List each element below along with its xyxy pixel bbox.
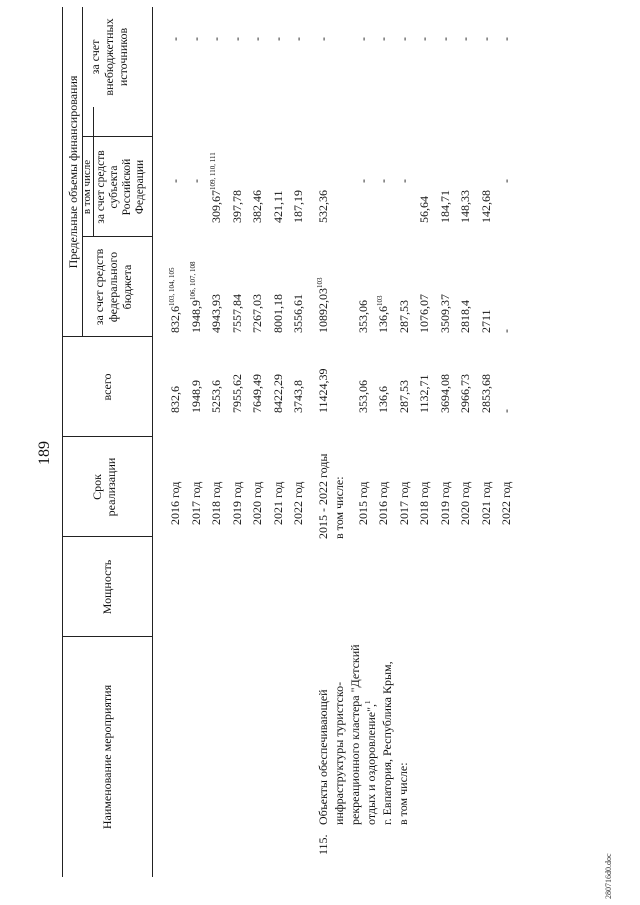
header-federal: за счет средств федерального бюджета	[92, 248, 134, 326]
header-event-name: Наименование мероприятия	[100, 684, 114, 830]
row-term: 2017 год	[396, 481, 411, 525]
header-regional: за счет средств субъекта Российской Федерации	[95, 150, 146, 224]
row-regional: 309,67$^{109, 110, 111}$	[209, 152, 223, 223]
row-extrabudget: -	[499, 37, 513, 41]
row-federal: 3509,37	[437, 294, 452, 333]
row-total: 287,53	[396, 380, 411, 413]
row-term: 2016 год	[376, 481, 390, 525]
row-regional: -	[188, 179, 203, 183]
row-term: 2019 год	[437, 481, 452, 525]
row-extrabudget: -	[376, 37, 390, 41]
total-row-regional: 532,36	[315, 190, 330, 223]
item-name-line: г. Евпатория, Республика Крым,	[379, 661, 394, 825]
header-including: в том числе	[81, 159, 93, 215]
row-total: 136,6	[376, 386, 390, 413]
row-total: 3694,08	[437, 374, 452, 413]
rule-under-including	[93, 107, 94, 237]
row-regional: 421,11	[270, 190, 285, 223]
row-regional: 397,78	[229, 190, 244, 223]
row-extrabudget: -	[188, 37, 203, 41]
footer-file-code: 280716d0.doc	[604, 853, 613, 899]
row-total: 1132,71	[417, 374, 431, 413]
row-extrabudget: -	[250, 37, 264, 41]
row-extrabudget: -	[355, 37, 370, 41]
item-number: 115.	[315, 834, 330, 855]
row-federal: 7267,03	[250, 294, 264, 333]
row-term: 2015 год	[355, 481, 370, 525]
row-federal: 7557,84	[229, 294, 244, 333]
row-extrabudget: -	[478, 37, 493, 41]
row-term: 2021 год	[478, 481, 493, 525]
total-row-term: 2015 - 2022 годы	[315, 453, 330, 539]
header-capacity: Мощность	[100, 559, 114, 615]
row-federal: 832,6$^{103, 104, 105}$	[168, 267, 182, 333]
row-term: 2017 год	[188, 481, 203, 525]
page-number: 189	[36, 441, 53, 465]
item-name-line: отдых и оздоровление",$^1$	[363, 700, 378, 825]
row-extrabudget: -	[437, 37, 452, 41]
row-total: 832,6	[168, 386, 182, 413]
row-term: 2018 год	[417, 481, 431, 525]
total-row-total: 11424,39	[315, 368, 330, 413]
row-total: 5253,6	[209, 380, 223, 413]
row-total: 3743,8	[291, 380, 305, 413]
row-extrabudget: -	[291, 37, 305, 41]
header-extrabudget: за счет внебюджетных источников	[88, 18, 130, 96]
row-regional: 148,33	[458, 190, 472, 223]
table-top-rule	[62, 7, 63, 877]
item-name-line: рекреационного кластера "Детский	[347, 644, 362, 825]
row-total: 1948,9	[188, 380, 203, 413]
row-term: 2020 год	[458, 481, 472, 525]
row-term: 2022 год	[499, 481, 513, 525]
row-regional: -	[355, 179, 370, 183]
item-name-line: в том числе:	[395, 762, 410, 825]
header-term: Срок реализации	[90, 457, 118, 517]
row-term: 2020 год	[250, 481, 264, 525]
item-name-line: инфраструктуры туристско-	[331, 681, 346, 825]
item-name-line: Объекты обеспечивающей	[315, 689, 330, 825]
row-total: 7649,49	[250, 374, 264, 413]
including-label: в том числе:	[331, 476, 346, 539]
row-federal: 1948,9$^{106, 107, 108}$	[188, 261, 203, 333]
total-row-extrabudget: -	[315, 37, 330, 41]
row-regional: -	[396, 179, 411, 183]
row-total: 2966,73	[458, 374, 472, 413]
row-regional: 142,68	[478, 190, 493, 223]
row-term: 2018 год	[209, 481, 223, 525]
row-regional: -	[376, 179, 390, 183]
total-row-federal: 10892,03$^{103}$	[315, 277, 330, 333]
row-term: 2016 год	[168, 481, 182, 525]
row-regional: 382,46	[250, 190, 264, 223]
row-federal: 4943,93	[209, 294, 223, 333]
header-funding-limits: Предельные объемы финансирования	[66, 75, 80, 269]
row-term: 2022 год	[291, 481, 305, 525]
row-extrabudget: -	[417, 37, 431, 41]
row-federal: 2711	[478, 309, 493, 333]
row-term: 2019 год	[229, 481, 244, 525]
row-extrabudget: -	[270, 37, 285, 41]
row-total: 7955,62	[229, 374, 244, 413]
row-extrabudget: -	[458, 37, 472, 41]
row-total: 353,06	[355, 380, 370, 413]
header-bottom-rule	[152, 7, 153, 877]
row-total: 2853,68	[478, 374, 493, 413]
row-extrabudget: -	[396, 37, 411, 41]
row-regional: 56,64	[417, 196, 431, 223]
row-federal: 3556,61	[291, 294, 305, 333]
row-federal: 2818,4	[458, 300, 472, 333]
row-regional: 184,71	[437, 190, 452, 223]
row-federal: 1076,07	[417, 294, 431, 333]
row-total: 8422,29	[270, 374, 285, 413]
row-regional: -	[499, 179, 513, 183]
row-extrabudget: -	[229, 37, 244, 41]
row-term: 2021 год	[270, 481, 285, 525]
row-federal: 287,53	[396, 300, 411, 333]
row-total: -	[499, 409, 513, 413]
row-federal: 353,06	[355, 300, 370, 333]
row-regional: -	[168, 179, 182, 183]
row-extrabudget: -	[168, 37, 182, 41]
row-federal: -	[499, 329, 513, 333]
row-regional: 187,19	[291, 190, 305, 223]
row-extrabudget: -	[209, 37, 223, 41]
header-total: всего	[100, 373, 114, 401]
row-federal: 136,6$^{103}$	[376, 295, 390, 333]
row-federal: 8001,18	[270, 294, 285, 333]
